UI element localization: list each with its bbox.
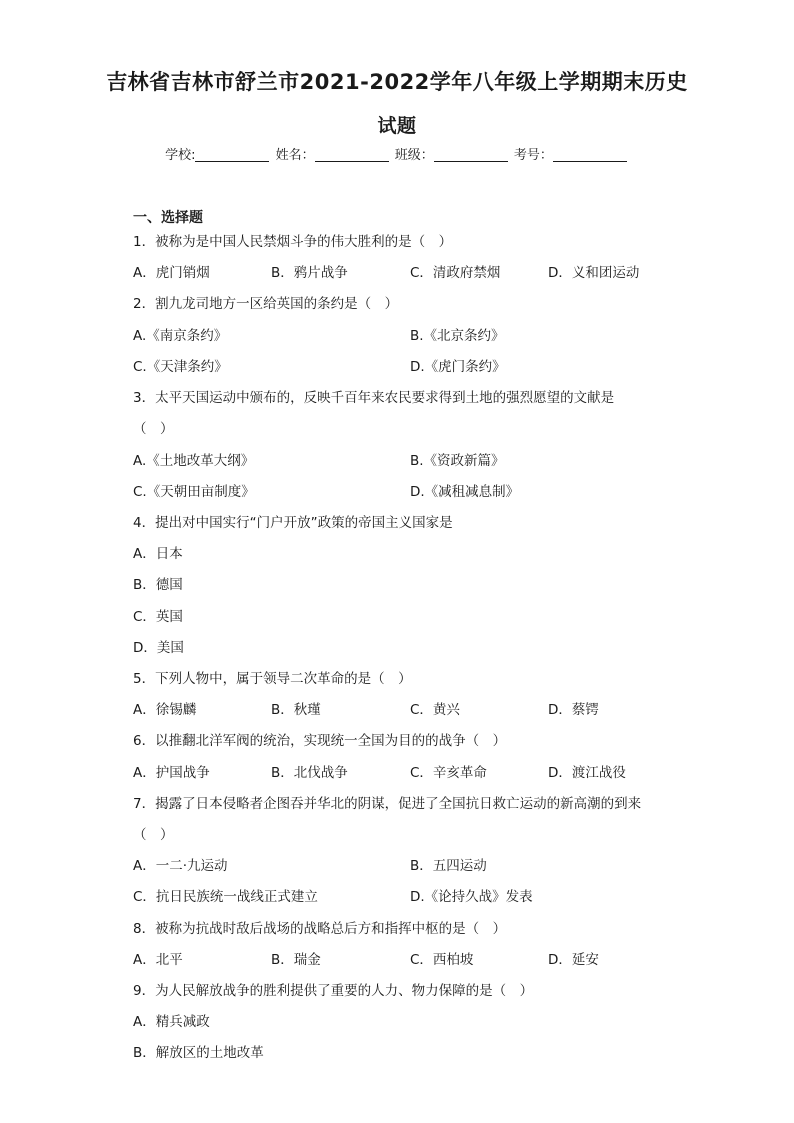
q4-option-a[interactable]: A．日本 [133, 546, 183, 562]
q3-option-b[interactable]: B.《资政新篇》 [410, 453, 505, 469]
question-4-stem: 4．提出对中国实行“门户开放”政策的帝国主义国家是 [133, 515, 453, 531]
q2-option-d[interactable]: D.《虎门条约》 [410, 359, 506, 375]
q5-option-c[interactable]: C．黄兴 [410, 702, 460, 718]
q3-option-d[interactable]: D.《减租减息制》 [410, 484, 520, 500]
q8-option-c[interactable]: C．西柏坡 [410, 952, 474, 968]
class-label: 班级： [394, 148, 434, 163]
question-3-stem: 3．太平天国运动中颁布的，反映千百年来农民要求得到土地的强烈愿望的文献是 [133, 390, 615, 406]
q7-option-c[interactable]: C．抗日民族统一战线正式建立 [133, 889, 318, 905]
question-5-stem: 5．下列人物中，属于领导二次革命的是（ ） [133, 671, 412, 687]
exam-title-continued: 试题 [377, 115, 417, 137]
q1-option-d[interactable]: D．义和团运动 [548, 265, 640, 281]
q4-option-d[interactable]: D．美国 [133, 640, 184, 656]
q2-option-a[interactable]: A.《南京条约》 [133, 328, 228, 344]
question-3-stem-continued: （ ） [133, 421, 174, 437]
question-6-stem: 6．以推翻北洋军阀的统治，实现统一全国为目的的战争（ ） [133, 733, 507, 749]
q1-option-c[interactable]: C．清政府禁烟 [410, 265, 501, 281]
section-heading: 一、选择题 [133, 210, 203, 226]
q6-option-c[interactable]: C．辛亥革命 [410, 765, 487, 781]
q3-option-a[interactable]: A.《土地改革大纲》 [133, 453, 255, 469]
school-label: 学校: [165, 148, 196, 163]
q5-option-a[interactable]: A．徐锡麟 [133, 702, 197, 718]
q5-option-d[interactable]: D．蔡锷 [548, 702, 599, 718]
q7-option-d[interactable]: D.《论持久战》发表 [410, 889, 533, 905]
q3-option-c[interactable]: C.《天朝田亩制度》 [133, 484, 255, 500]
name-label: 姓名： [275, 148, 315, 163]
question-1-stem: 1．被称为是中国人民禁烟斗争的伟大胜利的是（ ） [133, 234, 453, 250]
exam-number-blank[interactable] [553, 147, 627, 162]
q5-option-b[interactable]: B．秋瑾 [271, 702, 321, 718]
question-7-stem-continued: （ ） [133, 827, 174, 843]
q9-option-b[interactable]: B．解放区的土地改革 [133, 1045, 264, 1061]
question-7-stem: 7．揭露了日本侵略者企图吞并华北的阴谋，促进了全国抗日救亡运动的新高潮的到来 [133, 796, 642, 812]
q7-option-a[interactable]: A．一二·九运动 [133, 858, 228, 874]
q6-option-b[interactable]: B．北伐战争 [271, 765, 348, 781]
exam-number-label: 考号： [513, 148, 553, 163]
q9-option-a[interactable]: A．精兵减政 [133, 1014, 210, 1030]
q2-option-c[interactable]: C.《天津条约》 [133, 359, 228, 375]
question-9-stem: 9．为人民解放战争的胜利提供了重要的人力、物力保障的是（ ） [133, 983, 534, 999]
q4-option-b[interactable]: B．德国 [133, 577, 183, 593]
class-blank[interactable] [434, 147, 508, 162]
school-blank[interactable] [195, 147, 269, 162]
q6-option-a[interactable]: A．护国战争 [133, 765, 210, 781]
exam-title: 吉林省吉林市舒兰市2021-2022学年八年级上学期期末历史 [106, 70, 688, 94]
q1-option-a[interactable]: A．虎门销烟 [133, 265, 210, 281]
question-2-stem: 2．割九龙司地方一区给英国的条约是（ ） [133, 296, 399, 312]
q8-option-a[interactable]: A．北平 [133, 952, 183, 968]
q1-option-b[interactable]: B．鸦片战争 [271, 265, 348, 281]
q8-option-b[interactable]: B．瑞金 [271, 952, 321, 968]
q6-option-d[interactable]: D．渡江战役 [548, 765, 626, 781]
q2-option-b[interactable]: B.《北京条约》 [410, 328, 505, 344]
q8-option-d[interactable]: D．延安 [548, 952, 599, 968]
question-8-stem: 8．被称为抗战时敌后战场的战略总后方和指挥中枢的是（ ） [133, 921, 507, 937]
name-blank[interactable] [315, 147, 389, 162]
student-info-line [0, 144, 794, 163]
q4-option-c[interactable]: C．英国 [133, 609, 183, 625]
q7-option-b[interactable]: B．五四运动 [410, 858, 487, 874]
